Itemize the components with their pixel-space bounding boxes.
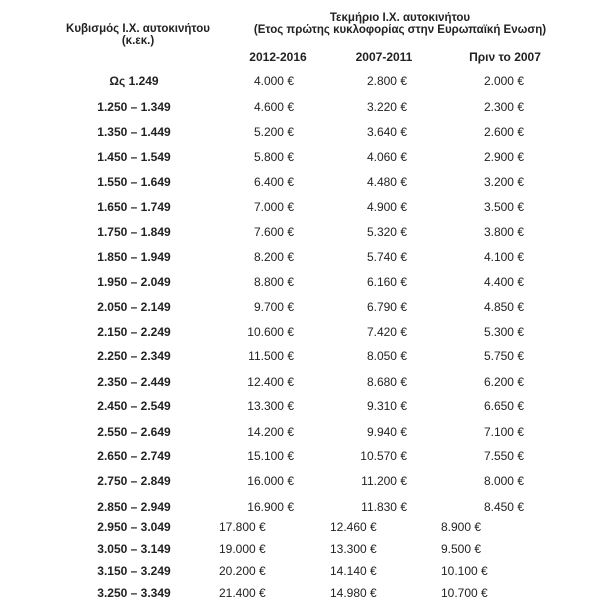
table-row — [0, 247, 605, 267]
engine-range-cell: 1.350 – 1.449 — [97, 125, 171, 139]
engine-range-cell: 3.250 – 3.349 — [97, 586, 171, 600]
value-2012-2016-cell: 5.800 € — [253, 150, 294, 164]
value-2007-2011-cell: 9.940 € — [366, 425, 407, 439]
engine-range-cell: 1.550 – 1.649 — [97, 175, 171, 189]
table-row — [0, 346, 605, 366]
table-row — [0, 222, 605, 242]
value-2007-2011-cell: 3.640 € — [366, 125, 407, 139]
column-header-2007-2011: 2007-2011 — [355, 50, 413, 64]
engine-range-cell: 1.950 – 2.049 — [97, 275, 171, 289]
table-row — [0, 497, 605, 517]
value-2012-2016-cell: 7.600 € — [253, 225, 294, 239]
table-row — [0, 122, 605, 142]
engine-range-cell: 2.950 – 3.049 — [97, 520, 171, 534]
table-row — [0, 372, 605, 392]
value-2007-2011-cell: 2.800 € — [366, 74, 407, 88]
value-2012-2016-cell: 15.100 € — [247, 449, 294, 463]
value-2012-2016-cell: 14.200 € — [247, 425, 294, 439]
value-before-2007-cell: 7.100 € — [483, 425, 524, 439]
presumption-title: Τεκμήριο Ι.Χ. αυτοκινήτου — [329, 12, 471, 24]
value-2007-2011-cell: 4.900 € — [366, 200, 407, 214]
engine-range-cell: 2.850 – 2.949 — [97, 500, 171, 514]
value-before-2007-cell: 8.000 € — [483, 474, 524, 488]
value-2007-2011-cell: 11.830 € — [361, 500, 407, 514]
value-2012-2016-cell: 8.200 € — [253, 250, 294, 264]
table-row — [0, 561, 605, 581]
value-2007-2011-cell: 12.460 € — [330, 520, 377, 534]
value-2007-2011-cell: 8.050 € — [366, 349, 407, 363]
engine-range-cell: 1.650 – 1.749 — [97, 200, 171, 214]
engine-range-cell: 3.050 – 3.149 — [97, 542, 171, 556]
value-2007-2011-cell: 10.570 € — [360, 449, 407, 463]
value-before-2007-cell: 4.850 € — [483, 300, 524, 314]
value-2012-2016-cell: 7.000 € — [253, 200, 294, 214]
engine-capacity-title: Κυβισμός Ι.Χ. αυτοκινήτου — [66, 23, 210, 35]
value-2012-2016-cell: 17.800 € — [219, 520, 266, 534]
value-2012-2016-cell: 16.000 € — [247, 474, 294, 488]
table-row — [0, 446, 605, 466]
value-before-2007-cell: 3.500 € — [483, 200, 524, 214]
value-before-2007-cell: 9.500 € — [441, 542, 482, 556]
value-before-2007-cell: 3.200 € — [483, 175, 524, 189]
value-2012-2016-cell: 13.300 € — [247, 399, 294, 413]
presumption-subtitle: (Ετος πρώτης κυκλοφορίας στην Ευρωπαϊκή Ενωση) — [253, 24, 547, 36]
table-row — [0, 147, 605, 167]
value-before-2007-cell: 6.200 € — [483, 375, 524, 389]
column-header-2012-2016: 2012-2016 — [249, 50, 307, 64]
value-2007-2011-cell: 5.320 € — [366, 225, 407, 239]
value-2007-2011-cell: 3.220 € — [366, 100, 407, 114]
value-before-2007-cell: 5.750 € — [483, 349, 524, 363]
value-2007-2011-cell: 7.420 € — [366, 325, 407, 339]
value-before-2007-cell: 8.450 € — [483, 500, 524, 514]
value-before-2007-cell: 2.300 € — [483, 100, 524, 114]
column-header-before-2007: Πριν το 2007 — [469, 50, 541, 64]
engine-range-cell: 2.050 – 2.149 — [97, 300, 171, 314]
value-before-2007-cell: 4.100 € — [483, 250, 524, 264]
engine-range-cell: 3.150 – 3.249 — [97, 564, 171, 578]
value-2007-2011-cell: 14.980 € — [330, 586, 377, 600]
value-2007-2011-cell: 9.310 € — [366, 399, 407, 413]
value-2007-2011-cell: 11.200 € — [361, 474, 407, 488]
table-row — [0, 97, 605, 117]
value-before-2007-cell: 7.550 € — [483, 449, 524, 463]
value-2012-2016-cell: 20.200 € — [219, 564, 266, 578]
value-before-2007-cell: 6.650 € — [483, 399, 524, 413]
value-before-2007-cell: 5.300 € — [483, 325, 524, 339]
value-before-2007-cell: 4.400 € — [483, 275, 524, 289]
value-2007-2011-cell: 6.160 € — [366, 275, 407, 289]
value-before-2007-cell: 2.900 € — [483, 150, 524, 164]
engine-range-cell: 1.850 – 1.949 — [97, 250, 171, 264]
engine-range-cell: 2.350 – 2.449 — [97, 375, 171, 389]
value-2012-2016-cell: 4.000 € — [253, 74, 294, 88]
table-row — [0, 539, 605, 559]
value-2007-2011-cell: 8.680 € — [366, 375, 407, 389]
value-before-2007-cell: 2.000 € — [483, 74, 524, 88]
engine-range-cell: 2.650 – 2.749 — [97, 449, 171, 463]
table-row — [0, 197, 605, 217]
table-row — [0, 471, 605, 491]
engine-range-cell: Ως 1.249 — [109, 74, 159, 88]
value-2012-2016-cell: 4.600 € — [253, 100, 294, 114]
table-row — [0, 71, 605, 91]
value-before-2007-cell: 2.600 € — [483, 125, 524, 139]
engine-range-cell: 2.550 – 2.649 — [97, 425, 171, 439]
engine-range-cell: 2.750 – 2.849 — [97, 474, 171, 488]
value-2007-2011-cell: 4.480 € — [366, 175, 407, 189]
value-before-2007-cell: 8.900 € — [441, 520, 482, 534]
value-2012-2016-cell: 12.400 € — [247, 375, 294, 389]
value-before-2007-cell: 10.700 € — [441, 586, 488, 600]
value-2012-2016-cell: 8.800 € — [253, 275, 294, 289]
value-2012-2016-cell: 9.700 € — [253, 300, 294, 314]
value-before-2007-cell: 10.100 € — [441, 564, 488, 578]
value-2007-2011-cell: 13.300 € — [330, 542, 377, 556]
engine-range-cell: 1.250 – 1.349 — [97, 100, 171, 114]
value-2012-2016-cell: 11.500 € — [248, 349, 294, 363]
engine-range-cell: 2.150 – 2.249 — [97, 325, 171, 339]
table-row — [0, 583, 605, 603]
engine-range-cell: 1.450 – 1.549 — [97, 150, 171, 164]
value-2012-2016-cell: 6.400 € — [253, 175, 294, 189]
engine-range-cell: 2.250 – 2.349 — [97, 349, 171, 363]
value-2007-2011-cell: 6.790 € — [366, 300, 407, 314]
table-row — [0, 172, 605, 192]
value-2012-2016-cell: 19.000 € — [219, 542, 266, 556]
engine-range-cell: 2.450 – 2.549 — [97, 399, 171, 413]
table-row — [0, 297, 605, 317]
value-2007-2011-cell: 4.060 € — [366, 150, 407, 164]
engine-range-cell: 1.750 – 1.849 — [97, 225, 171, 239]
table-row — [0, 422, 605, 442]
value-2007-2011-cell: 14.140 € — [330, 564, 377, 578]
value-2007-2011-cell: 5.740 € — [366, 250, 407, 264]
table-row — [0, 517, 605, 537]
table-row — [0, 396, 605, 416]
value-2012-2016-cell: 21.400 € — [219, 586, 266, 600]
table-row — [0, 272, 605, 292]
value-before-2007-cell: 3.800 € — [483, 225, 524, 239]
value-2012-2016-cell: 10.600 € — [247, 325, 294, 339]
engine-capacity-unit: (κ.εκ.) — [121, 35, 155, 47]
value-2012-2016-cell: 16.900 € — [247, 500, 294, 514]
table-row — [0, 322, 605, 342]
value-2012-2016-cell: 5.200 € — [253, 125, 294, 139]
